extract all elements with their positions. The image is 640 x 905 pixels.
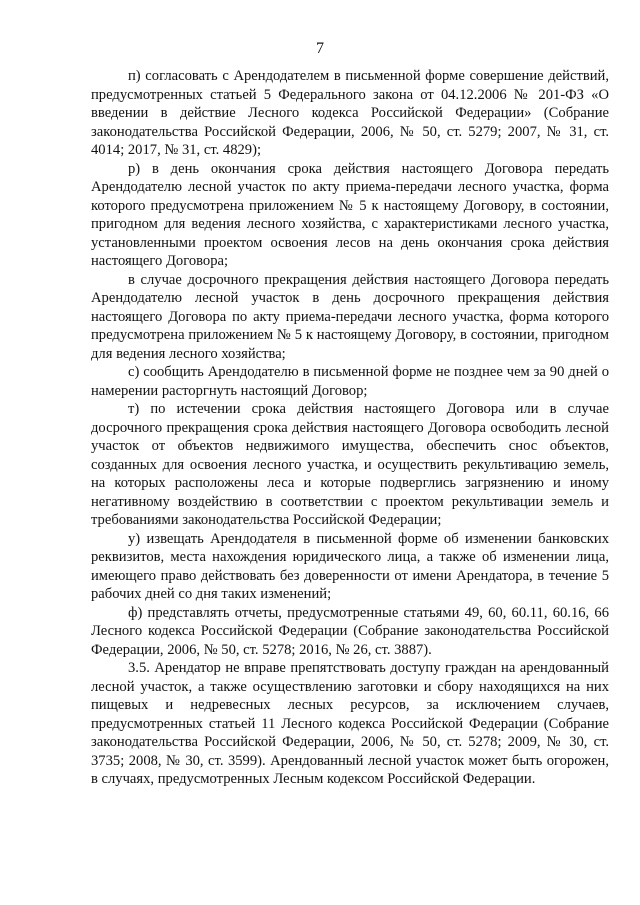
paragraph-item-u: у) извещать Арендодателя в письменной форме об изменении банковских реквизитов, места нахождения юридического лица, а также об изменении лица, имеющего право действовать без доверенности от имени Арендатора, в течение 5 рабочих дней со дня таких изменений; (91, 530, 609, 602)
paragraph-section-3-5: 3.5. Арендатор не вправе препятствовать доступу граждан на арендованный лесной участок, а также осуществлению заготовки и сбору находящихся на них пищевых и недревесных лесных ресурсов, за исключением случаев, предусмотренных статьей 11 Лесного кодекса Российской Федерации (Собрание законодательства Российской Федерации, 2006, № 50, ст. 5278; 2009, № 30, ст. 3735; 2008, № 30, ст. 3599). Арендованный лесной участок может быть огорожен, в случаях, предусмотренных Лесным кодексом Российской Федерации. (91, 660, 609, 787)
paragraph-item-p: п) согласовать с Арендодателем в письменной форме совершение действий, предусмотренных статьей 5 Федерального закона от 04.12.2006 № 201-ФЗ «О введении в действие Лесного кодекса Российской Федерации» (Собрание законодательства Российской Федерации, 2006, № 50, ст. 5279; 2007, № 31, ст. 4014; 2017, № 31, ст. 4829); (91, 68, 609, 158)
paragraph-item-s: с) сообщить Арендодателю в письменной форме не позднее чем за 90 дней о намерении расторгнуть настоящий Договор; (91, 364, 609, 399)
paragraph-item-r: р) в день окончания срока действия настоящего Договора передать Арендодателю лесной участок по акту приема-передачи лесного участка, форма которого предусмотрена приложением № 5 к настоящему Договору, в состоянии, пригодном для ведения лесного хозяйства, с характеристиками лесного участка, установленными проектом освоения лесов на день окончания срока действия настоящего Договора; (91, 160, 609, 269)
paragraph-item-t: т) по истечении срока действия настоящего Договора или в случае досрочного прекращения срока действия настоящего Договора освободить лесной участок от объектов недвижимого имущества, обеспечить снос объектов, созданных для освоения лесного участка, и осуществить рекультивацию земель, на которых расположены леса и которые подверглись загрязнению и иному негативному воздействию в соответствии с проектом рекультивации земель и требованиями законодательства Российской Федерации; (91, 401, 609, 528)
paragraph-item-f: ф) представлять отчеты, предусмотренные статьями 49, 60, 60.11, 60.16, 66 Лесного кодекса Российской Федерации (Собрание законодательства Российской Федерации, 2006, № 50, ст. 5278; 2016, № 26, ст. 3887). (91, 604, 609, 658)
page-number: 7 (316, 40, 324, 57)
document-body (91, 67, 609, 789)
paragraph-early-termination: в случае досрочного прекращения действия настоящего Договора передать Арендодателю лесной участок в день досрочного прекращения действия настоящего Договора по акту приема-передачи лесного участка, форма которого предусмотрена приложением № 5 к настоящему Договору, в состоянии, пригодном для ведения лесного хозяйства; (91, 271, 609, 362)
